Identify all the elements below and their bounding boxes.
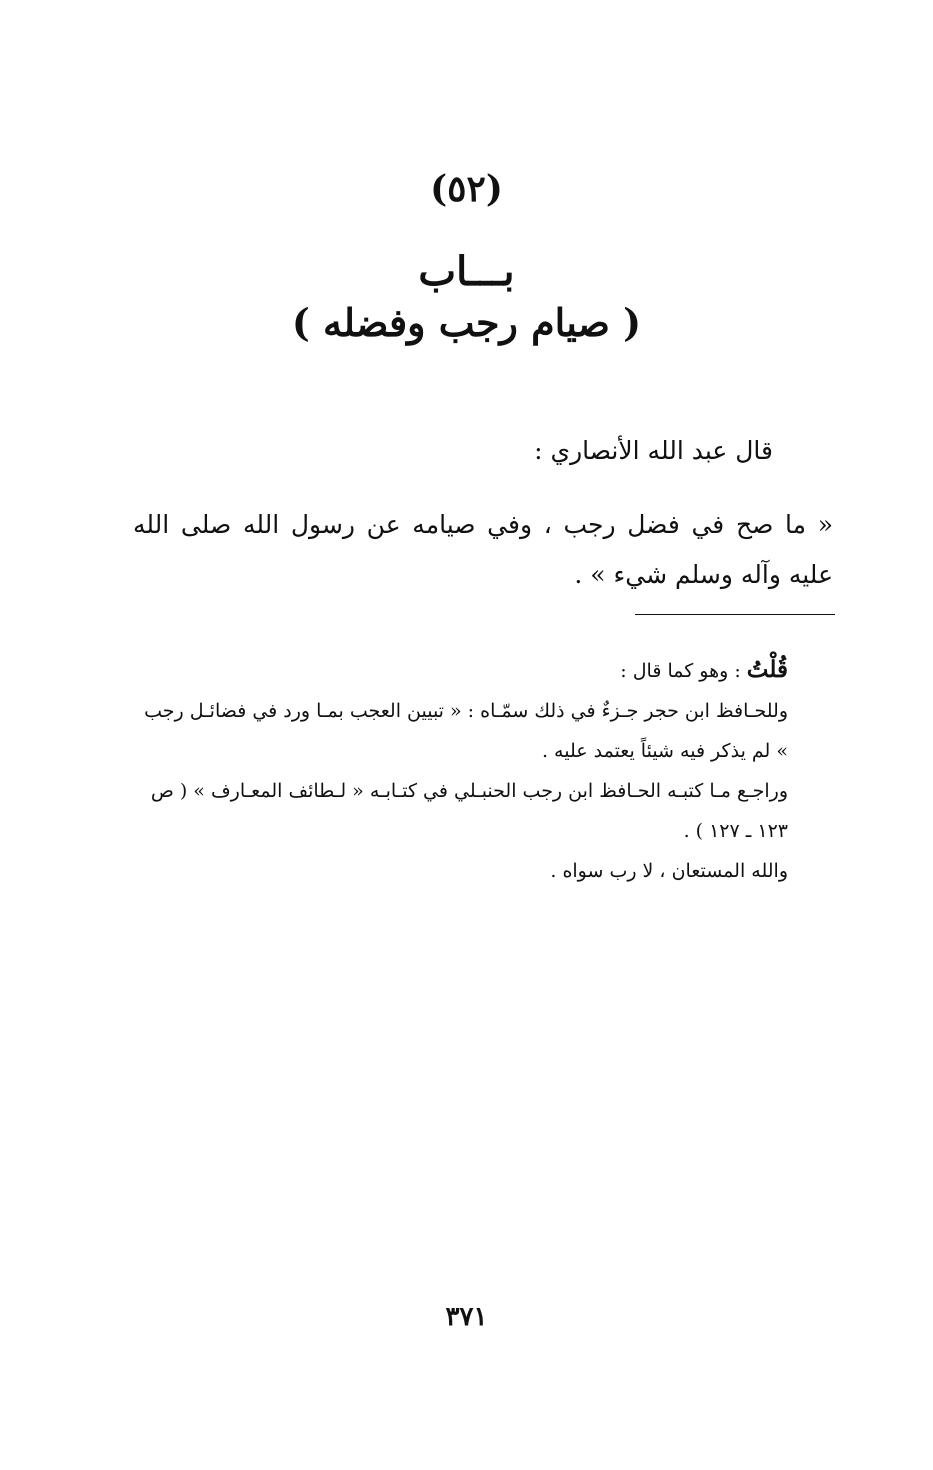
chapter-title: ( صيام رجب وفضله ) [291,300,642,345]
hadith-text: « ما صح في فضل رجب ، وفي صيامه عن رسول الله صلى الله عليه وآله وسلم شيء » . [133,510,833,589]
footnote-paragraph-2: وراجـع مـا كتبـه الحـافظ ابن رجب الحنبـلي في كتـابـه « لـطائف المعـارف » ( ص ١٢٣ ـ ١٢٧ ) . [150,780,788,842]
page-number: ٣٧١ [445,1302,488,1332]
footnote-paragraph-3: والله المستعان ، لا رب سواه . [550,860,788,882]
footnote-paragraph-1: وللحـافظ ابن حجر جـزءٌ في ذلك سمّـاه : « تبيين العجب بمـا ورد في فضائـل رجب » لم يذكر فيه شيئاً يعتمد عليه . [144,700,788,762]
intro-line: قال عبد الله الأنصاري : [534,436,773,465]
footnote-block [138,650,788,891]
footnote-divider [635,614,835,615]
qultu-word: قُلْتُ [746,656,788,683]
chapter-number: (٥٢) [430,168,503,210]
footnote-qultu-line [138,650,788,691]
bab-heading: بـــاب [418,248,515,295]
qultu-rest: : وهو كما قال : [620,660,747,682]
